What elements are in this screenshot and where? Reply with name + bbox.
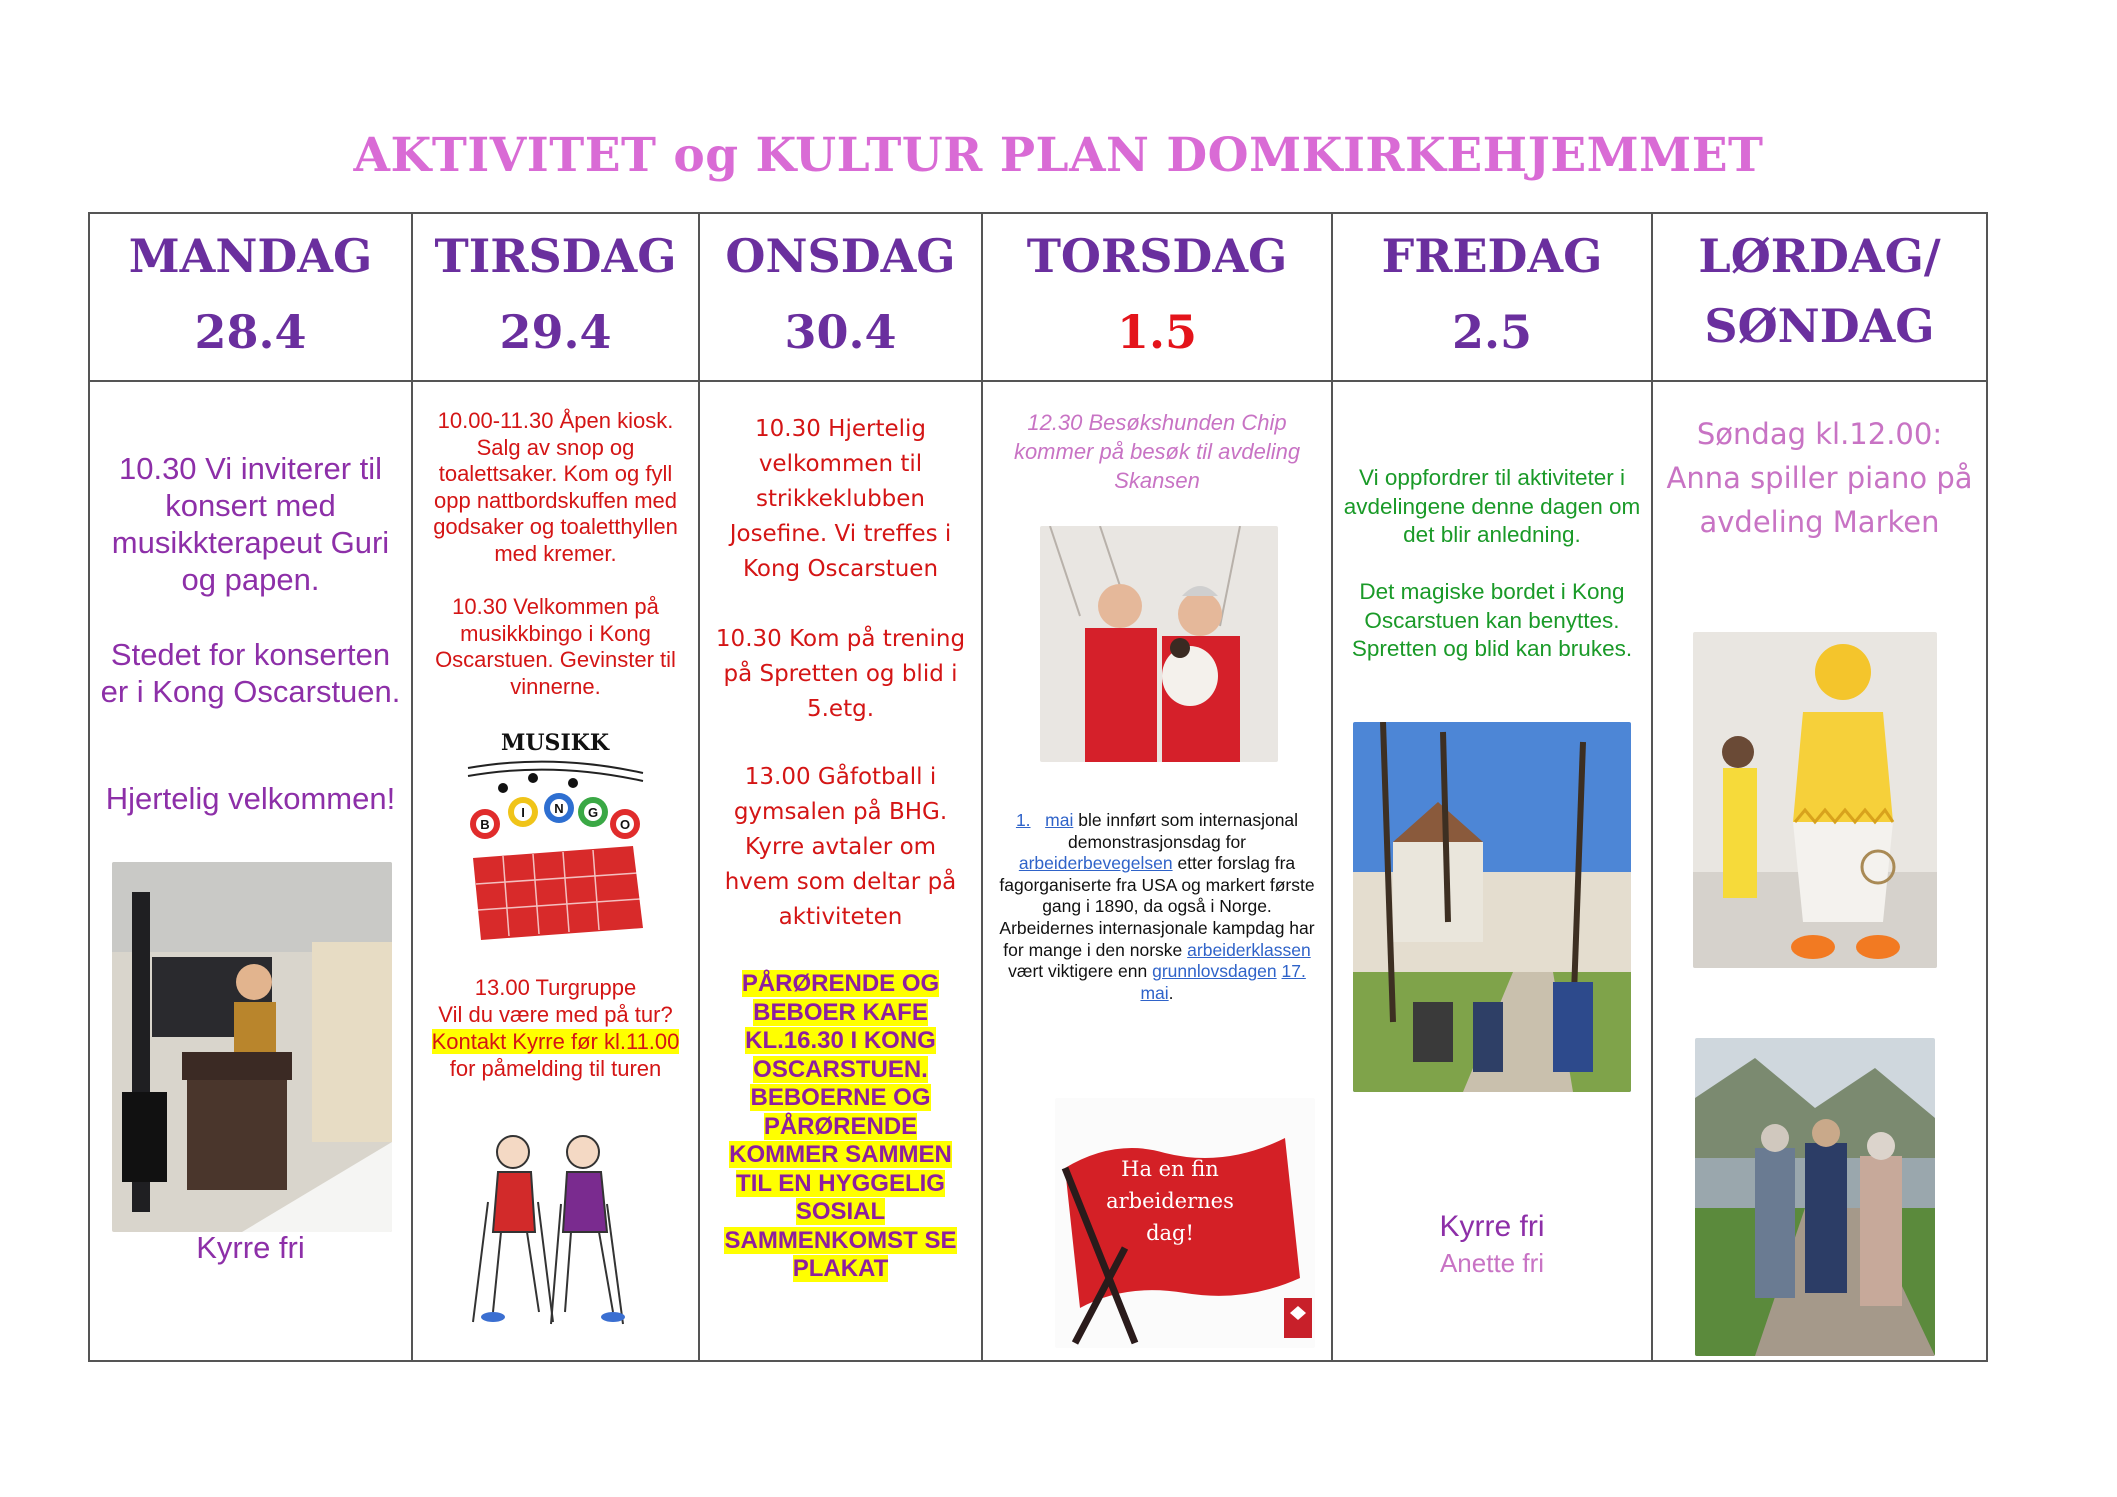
wednesday-knitting-text: 10.30 Hjertelig velkommen til strikkeklubben Josefine. Vi treffes i Kong Oscarstuen [729, 416, 952, 582]
day-name: TORSDAG [1026, 229, 1288, 283]
may-day-text-3: vært viktigere enn [1008, 961, 1148, 982]
day-date: 2.5 [1451, 305, 1533, 359]
link-grunnlovsdagen[interactable]: grunnlovsdagen [1152, 961, 1277, 982]
day-header-monday [89, 213, 412, 381]
friday-encourage-text: Vi oppfordrer til aktiviteter i avdelingene denne dagen om det blir anledning. [1343, 465, 1641, 547]
weekend-cell [1652, 381, 1987, 1361]
day-header-weekend [1652, 213, 1987, 381]
day-header-tuesday [412, 213, 699, 381]
thursday-cell [982, 381, 1332, 1361]
monday-footer: Kyrre fri [196, 1230, 305, 1265]
tuesday-kiosk-text: 10.00-11.30 Åpen kiosk. Salg av snop og toalettsaker. Kom og fyll opp nattbordskuffen med godsaker og toaletthyllen med kremer. [433, 408, 678, 566]
bingo-ball-letter: B [480, 817, 490, 832]
bingo-ball-letter: O [619, 817, 631, 832]
wednesday-football-text: 13.00 Gåfotball i gymsalen på BHG. Kyrre avtaler om hvem som deltar på aktiviteten [724, 764, 957, 930]
day-name: FREDAG [1381, 229, 1603, 283]
day-name: LØRDAG/ [1698, 229, 1941, 283]
walk-line-2: Vil du være med på tur? [438, 1002, 673, 1027]
may-day-text-2: etter forslag fra fagorganiserte fra USA og markert første gang i 1890, da også i Norge. Arbeidernes internasjonale kampdag har for mange i den norske [999, 853, 1315, 960]
day-header-friday [1332, 213, 1652, 381]
header-row [89, 213, 1987, 381]
monday-concert-text: 10.30 Vi inviterer til konsert med musikkterapeut Guri og papen. [111, 451, 390, 597]
monday-welcome-text: Hjertelig velkommen! [105, 781, 396, 816]
walk-contact-highlight: Kontakt Kyrre før kl.11.00 [431, 1029, 680, 1054]
tuesday-bingo-text: 10.30 Velkommen på musikkbingo i Kong Oscarstuen. Gevinster til vinnerne. [435, 594, 676, 699]
link-arbeiderklassen[interactable]: arbeiderklassen [1187, 939, 1311, 960]
friday-footer-anette: Anette fri [1439, 1248, 1545, 1278]
monday-location-text: Stedet for konserten er i Kong Oscarstuen. [100, 637, 401, 709]
link-17-mai[interactable]: 17. mai [1140, 961, 1306, 1003]
bingo-title: MUSIKK [501, 730, 609, 756]
day-date-holiday: 1.5 [1116, 305, 1198, 359]
hikers-drawing [443, 1112, 663, 1342]
red-flag-image [1055, 1098, 1315, 1348]
day-name: MANDAG [128, 229, 373, 283]
cafe-highlight: PÅRØRENDE OG BEBOER KAFE KL.16.30 I KONG OSCARSTUEN. BEBOERNE OG PÅRØRENDE KOMMER SAMMEN TIL EN HYGGELIG SOSIAL SAMMENKOMST SE PLAKAT [724, 970, 957, 1282]
day-date: 30.4 [784, 305, 897, 359]
chick-costume-photo [1693, 632, 1937, 968]
bingo-ball-letter: I [521, 805, 525, 820]
link-number[interactable]: 1. [1015, 810, 1031, 830]
page-title: AKTIVITET og KULTUR PLAN DOMKIRKEHJEMMET [353, 128, 1764, 183]
wednesday-cafe-text [700, 970, 981, 1284]
content-row [89, 381, 1987, 1361]
dog-visit-photo [1040, 526, 1278, 762]
thursday-dog-text: 12.30 Besøkshunden Chip kommer på besøk til avdeling Skansen [1013, 410, 1301, 493]
bingo-ball-letter: G [587, 805, 599, 820]
activity-plan-table [88, 212, 1988, 1362]
wednesday-cell [699, 381, 982, 1361]
weekend-piano-text: Søndag kl.12.00: Anna spiller piano på avdeling Marken [1666, 417, 1973, 539]
thursday-may-day-text [983, 810, 1331, 1004]
friday-magic-table-text: Det magiske bordet i Kong Oscarstuen kan benyttes. Spretten og blid kan brukes. [1351, 579, 1633, 661]
may-day-text-1: ble innført som internasjonal demonstrasjonsdag for [1067, 810, 1299, 852]
may-day-text-4: . [1168, 982, 1174, 1003]
tuesday-cell [412, 381, 699, 1361]
link-mai[interactable]: mai [1045, 810, 1074, 830]
day-date: SØNDAG [1704, 299, 1935, 353]
friday-cell [1332, 381, 1652, 1361]
day-date: 29.4 [499, 305, 612, 359]
day-header-thursday [982, 213, 1332, 381]
day-name: TIRSDAG [434, 229, 677, 283]
day-name: ONSDAG [725, 229, 956, 283]
walk-line-1: 13.00 Turgruppe [474, 975, 637, 1000]
lakeside-walk-photo [1695, 1038, 1935, 1356]
tuesday-walk-text [413, 974, 698, 1082]
wednesday-training-text: 10.30 Kom på trening på Spretten og blid i 5.etg. [715, 626, 966, 722]
flag-greeting-text: Ha en fin arbeidernes dag! [1106, 1157, 1234, 1245]
music-bingo-image [463, 728, 647, 942]
park-walk-photo [1353, 722, 1631, 1092]
link-arbeiderbevegelsen[interactable]: arbeiderbevegelsen [1018, 853, 1173, 874]
monday-cell [89, 381, 412, 1361]
walk-line-3: for påmelding til turen [449, 1056, 662, 1081]
day-date: 28.4 [194, 305, 307, 359]
bingo-ball-letter: N [554, 801, 564, 816]
day-header-wednesday [699, 213, 982, 381]
friday-footer-kyrre: Kyrre fri [1439, 1210, 1545, 1243]
piano-concert-photo [112, 862, 392, 1232]
